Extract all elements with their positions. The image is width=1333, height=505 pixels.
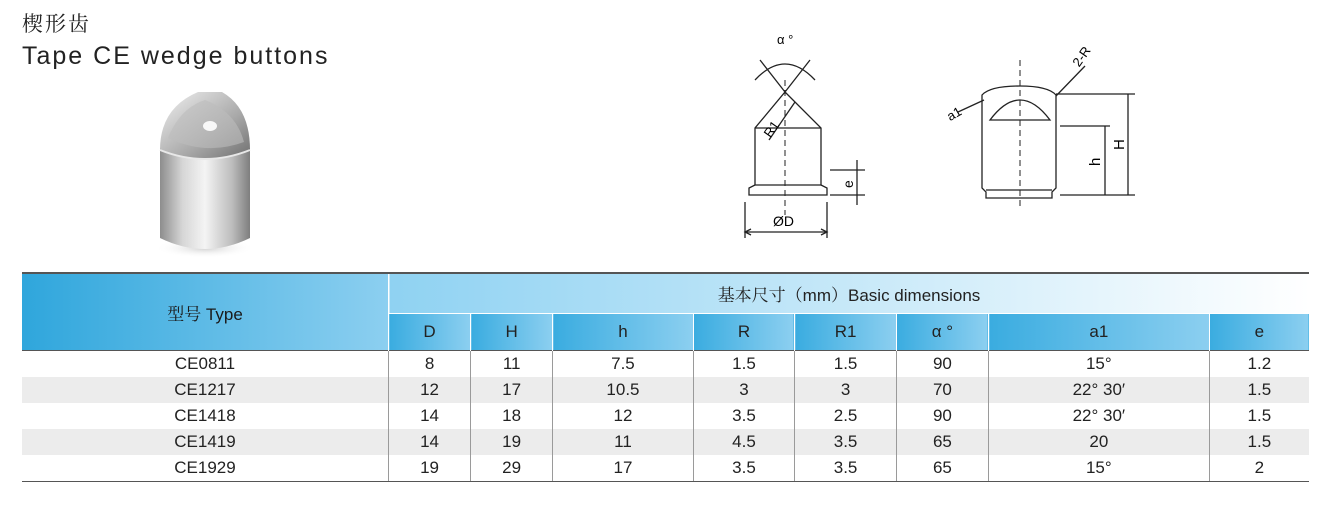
type-cell: CE1418 (22, 403, 389, 429)
type-cell: CE1419 (22, 429, 389, 455)
e-label: e (840, 180, 856, 188)
dimension-cell: 12 (389, 377, 471, 403)
dimension-cell: 3.5 (795, 429, 897, 455)
alpha-label: α ° (777, 32, 794, 47)
dimension-cell: 65 (896, 429, 988, 455)
dimension-cell: 3.5 (693, 403, 795, 429)
dimension-cell: 3.5 (795, 455, 897, 482)
type-cell: CE1929 (22, 455, 389, 482)
dimension-cell: 11 (471, 351, 553, 378)
dimensions-table (22, 272, 1309, 482)
dimension-cell: 1.5 (1247, 406, 1272, 425)
dimension-cell: 4.5 (693, 429, 795, 455)
dimension-cell: 2.5 (795, 403, 897, 429)
column-header: D (389, 313, 471, 350)
d-label: ØD (773, 213, 794, 229)
dimension-cell: 15° (989, 351, 1210, 378)
dimension-cell: 90 (896, 403, 988, 429)
dimension-cell: 14 (389, 429, 471, 455)
column-header: R1 (795, 313, 897, 350)
table-row (22, 429, 1309, 455)
table-row (22, 455, 1309, 482)
side-view-diagram (725, 20, 885, 245)
dimension-cell: 12 (553, 403, 694, 429)
table-row (22, 377, 1309, 403)
dimension-cell: 1.5 (1209, 377, 1309, 403)
column-header: R (693, 313, 795, 350)
column-header: h (553, 313, 694, 350)
dimension-cell: 1.5 (1209, 429, 1309, 455)
title-chinese: 楔形齿 (22, 13, 91, 36)
dimension-cell: 22° 30′ (989, 377, 1210, 403)
dimension-cell: 1.5 (693, 351, 795, 378)
dimension-cell: 7.5 (553, 351, 694, 378)
dimension-cell: 3 (693, 377, 795, 403)
title-english: Tape CE wedge buttons (22, 42, 330, 70)
product-photo (150, 88, 260, 260)
dimension-cell: 3.5 (693, 455, 795, 482)
two-r-label: 2-R (1069, 43, 1094, 70)
big-h-label: H (1111, 139, 1128, 150)
column-header: a1 (989, 313, 1210, 350)
dimension-cell: 2 (1209, 455, 1309, 482)
dimension-cell: 17 (471, 377, 553, 403)
type-cell: CE0811 (22, 351, 389, 378)
column-header: α ° (896, 313, 988, 350)
dimension-cell: 14 (389, 403, 471, 429)
dimension-cell: 19 (389, 455, 471, 482)
column-header: H (471, 313, 553, 350)
dimension-cell: 20 (989, 429, 1210, 455)
table-row (22, 351, 1309, 378)
dimension-cell: 11 (553, 429, 694, 455)
dimension-cell: 15° (989, 455, 1210, 482)
dimension-cell: 29 (471, 455, 553, 482)
basic-dimensions-header: 基本尺寸（mm）Basic dimensions (389, 273, 1310, 313)
dimension-cell: 8 (389, 351, 471, 378)
dimension-cell: 10.5 (553, 377, 694, 403)
front-view-diagram (930, 20, 1155, 245)
type-header: 型号 Type (22, 273, 389, 351)
dimension-cell: 3 (795, 377, 897, 403)
r1-label: R1 (760, 117, 783, 141)
a1-label: a1 (944, 103, 965, 124)
small-h-label: h (1087, 157, 1104, 166)
dimension-cell: 17 (553, 455, 694, 482)
dimension-cell: 19 (471, 429, 553, 455)
dimension-cell: 18 (471, 403, 553, 429)
column-header: e (1209, 313, 1309, 350)
dimension-cell: 1.2 (1209, 351, 1309, 378)
dimension-cell: 1.5 (795, 351, 897, 378)
dimension-cell: 22° 30′ (989, 403, 1210, 429)
table-row (22, 403, 1309, 429)
dimension-cell: 70 (896, 377, 988, 403)
dimension-cell: 65 (896, 455, 988, 482)
dimension-cell: 90 (896, 351, 988, 378)
type-cell: CE1217 (22, 377, 389, 403)
